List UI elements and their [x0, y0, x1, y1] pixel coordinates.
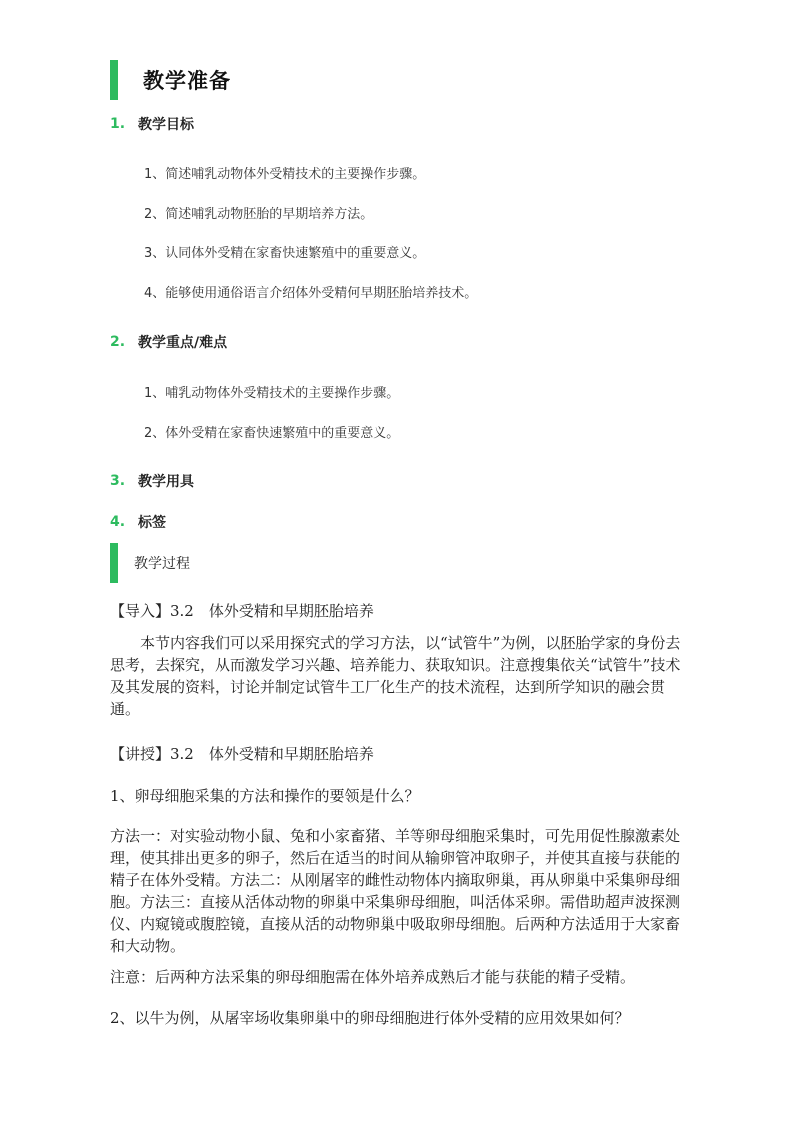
section-number: 3.	[110, 473, 126, 489]
question-2: 2、以牛为例，从屠宰场收集卵巢中的卵母细胞进行体外受精的应用效果如何？	[110, 1009, 630, 1027]
key-point-item: 1、哺乳动物体外受精技术的主要操作步骤。	[144, 386, 400, 401]
key-point-item: 2、体外受精在家畜快速繁殖中的重要意义。	[144, 426, 400, 441]
section-title-objectives	[110, 114, 194, 134]
objective-item: 3、认同体外受精在家畜快速繁殖中的重要意义。	[144, 246, 426, 261]
section-number: 4.	[110, 514, 126, 530]
process-accent-bar	[110, 543, 118, 583]
intro-heading: 【导入】3.2 体外受精和早期胚胎培养	[110, 602, 374, 620]
section-title-tools	[110, 471, 194, 491]
lecture-heading: 【讲授】3.2 体外受精和早期胚胎培养	[110, 745, 374, 763]
section-label: 标签	[138, 515, 166, 531]
method-paragraph: 方法一：对实验动物小鼠、兔和小家畜猪、羊等卵母细胞采集时，可先用促性腺激素处理，使其排出更多的卵子，然后在适当的时间从输卵管冲取卵子，并使其直接与获能的精子在体外受精。方法二：从刚屠宰的雌性动物体内摘取卵巢，再从卵巢中采集卵母细胞。方法三：直接从活体动物的卵巢中采集卵母细胞，叫活体采卵。需借助超声波探测仪、内窥镜或腹腔镜，直接从活的动物卵巢中吸取卵母细胞。后两种方法适用于大家畜和大动物。	[110, 827, 681, 955]
note-paragraph: 注意：后两种方法采集的卵母细胞需在体外培养成熟后才能与获能的精子受精。	[110, 968, 636, 986]
section-label: 教学用具	[138, 474, 194, 490]
section-label: 教学目标	[138, 117, 194, 133]
main-heading	[110, 60, 231, 100]
process-heading-text: 教学过程	[134, 556, 190, 572]
question-1: 1、卵母细胞采集的方法和操作的要领是什么？	[110, 787, 420, 805]
main-heading-text: 教学准备	[143, 69, 231, 93]
objective-item: 2、简述哺乳动物胚胎的早期培养方法。	[144, 207, 374, 222]
section-label: 教学重点/难点	[138, 335, 228, 351]
intro-paragraph: 本节内容我们可以采用探究式的学习方法，以“试管牛”为例，以胚胎学家的身份去思考，去探究，从而激发学习兴趣、培养能力、获取知识。注意搜集依关“试管牛”技术及其发展的资料，讨论并制定试管牛工厂化生产的技术流程，达到所学知识的融会贯通。	[110, 634, 681, 718]
objective-item: 1、简述哺乳动物体外受精技术的主要操作步骤。	[144, 167, 426, 182]
process-heading	[110, 543, 190, 583]
section-number: 2.	[110, 334, 126, 350]
heading-accent-bar	[110, 60, 118, 100]
section-title-tags	[110, 512, 166, 532]
section-title-key-points	[110, 332, 227, 352]
section-number: 1.	[110, 116, 126, 132]
objective-item: 4、能够使用通俗语言介绍体外受精何早期胚胎培养技术。	[144, 286, 478, 301]
